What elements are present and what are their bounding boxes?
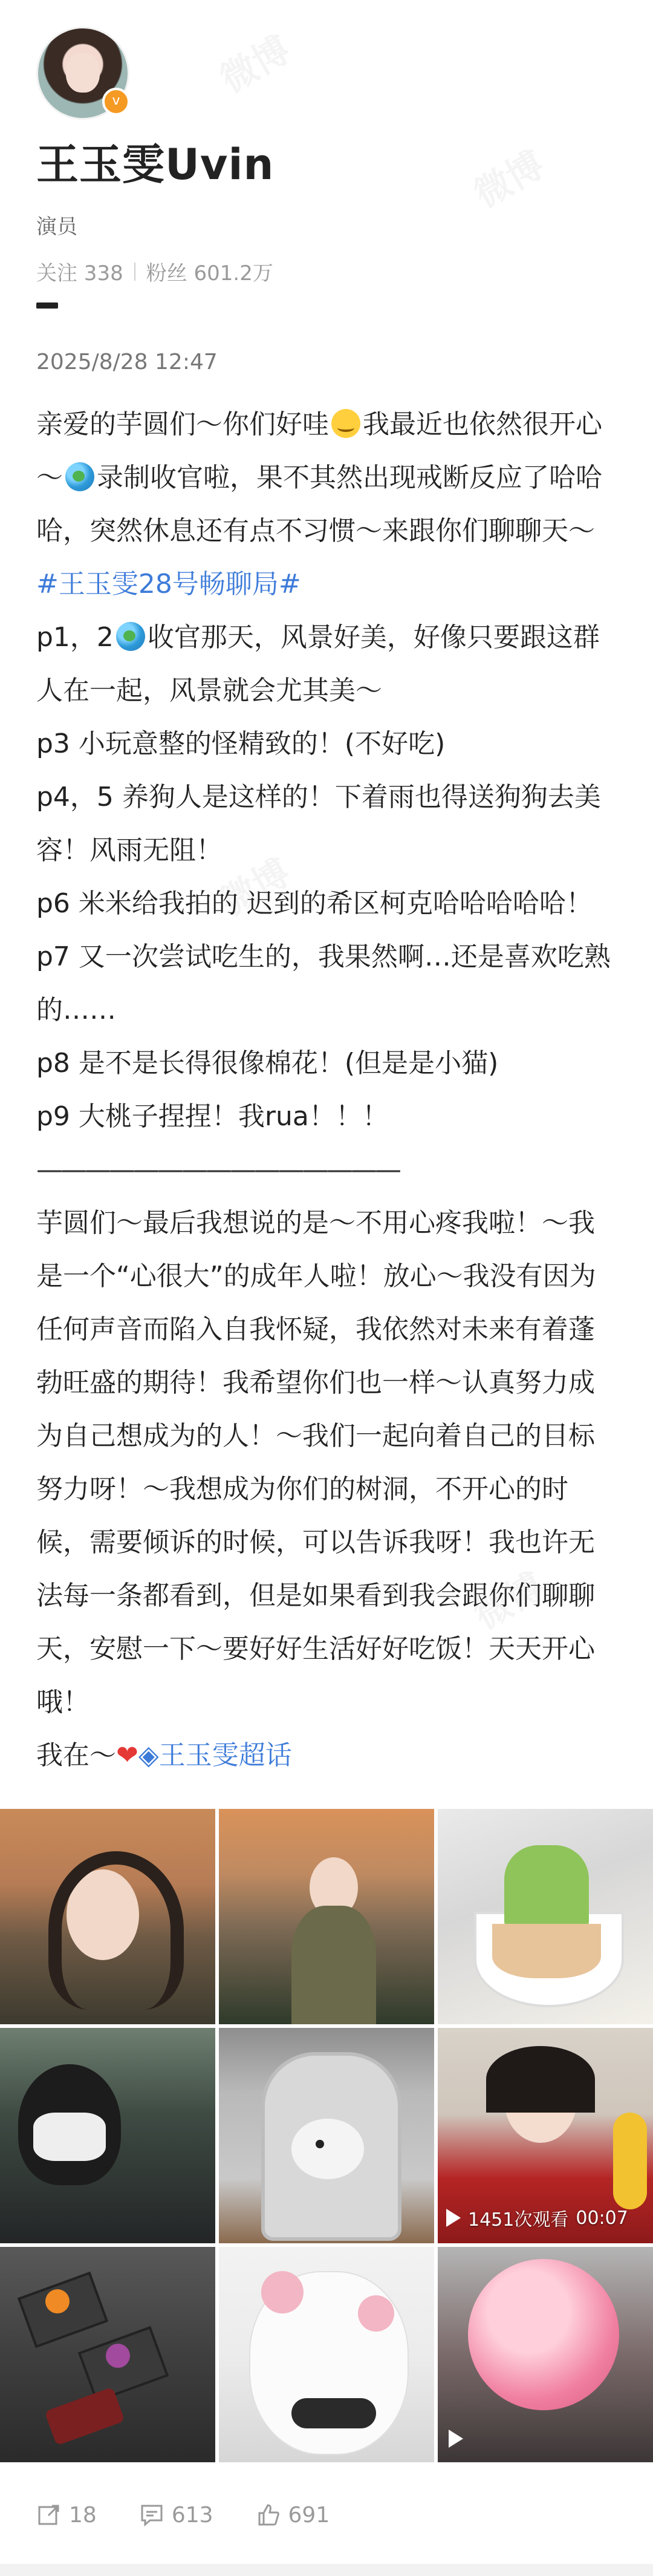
topic-link[interactable]: #王玉雯28号畅聊局# [36,569,301,600]
signoff [36,1729,617,1782]
comment-button[interactable] [139,2502,213,2528]
profile-name[interactable]: 王玉雯Uvin [36,140,275,189]
video-duration: 00:07 [576,2207,628,2229]
like-button[interactable] [256,2502,330,2528]
photo-1[interactable] [0,1809,215,2024]
avatar[interactable] [36,27,129,120]
photo-2[interactable] [219,1809,434,2024]
play-icon[interactable] [446,2209,461,2227]
profile-stats [36,257,617,286]
caption-p12 [36,611,617,718]
post-time: 2025/8/28 12:47 [36,350,218,374]
text-divider: ——————————————— [36,1154,399,1185]
heart-icon: ❤ [116,1740,138,1771]
comment-icon [139,2502,164,2528]
verified-badge-icon: v [102,88,130,116]
caption-p6: p6 米米给我拍的 迟到的希区柯克哈哈哈哈哈！ [36,888,593,919]
photo-3[interactable] [438,1809,653,2024]
closing-paragraph: 芋圆们～最后我想说的是～不用心疼我啦！～我是一个“心很大”的成年人啦！放心～我没有因为任何声音而陷入自我怀疑，我依然对未来有着蓬勃旺盛的期待！我希望你们也一样～认真努力成为自己想成为的人！～我们一起向着自己的目标努力呀！～我想成为你们的树洞，不开心的时候，需要倾诉的时候，可以告诉我呀！我也许无法每一条都看到，但是如果看到我会跟你们聊聊天，安慰一下～要好好生活好好吃饭！天天开心哦！ [36,1208,596,1718]
caption-p9: p9 大桃子捏捏！我rua！！！ [36,1101,389,1132]
signoff-text: 我在～ [36,1740,116,1771]
photo-9[interactable] [438,2247,653,2462]
bottom-separator [0,2564,653,2576]
like-icon [256,2502,281,2528]
video-views: 1451次观看 [468,2209,569,2231]
photo-6-video[interactable] [438,2028,653,2243]
action-bar [36,2502,330,2528]
video-overlay [446,2205,628,2231]
grin-emoji-icon [331,409,360,438]
photo-5[interactable] [219,2028,434,2243]
stats-divider [134,263,135,281]
intro-text: 亲爱的芋圆们～你们好哇 [36,409,329,440]
globe-emoji-icon [116,622,145,651]
caption-p45: p4，5 养狗人是这样的！下着雨也得送狗狗去美容！风雨无阻！ [36,782,601,866]
like-count: 691 [288,2502,330,2528]
photo-4[interactable] [0,2028,215,2243]
fans-count[interactable]: 粉丝 601.2万 [146,261,273,286]
caption-text: p1，2 [36,622,114,653]
comment-count: 613 [171,2502,213,2528]
play-icon[interactable] [449,2430,463,2448]
repost-button[interactable] [36,2502,97,2528]
avatar-face [66,53,100,93]
caption-p8: p8 是不是长得很像棉花！(但是是小猫) [36,1048,499,1079]
profile-role: 演员 [36,215,77,239]
intro-paragraph [36,398,617,558]
intro-text: 录制收官啦，果不其然出现戒断反应了哈哈哈，突然休息还有点不习惯～来跟你们聊聊天～ [36,462,602,546]
repost-count: 18 [69,2502,97,2528]
follow-count[interactable]: 关注 338 [36,261,123,286]
supertalk-link[interactable]: 王玉雯超话 [158,1740,292,1771]
photo-7[interactable] [0,2247,215,2462]
section-dash [36,302,58,309]
supertalk-icon[interactable]: ◈ [138,1740,159,1771]
photo-grid [0,1809,653,2462]
caption-text: 收官那天，风景好美，好像只要跟这群人在一起，风景就会尤其美～ [36,622,600,706]
profile-header [36,27,617,286]
globe-emoji-icon [65,462,94,491]
intro-text: 我最近也依然很开心～ [36,409,602,493]
post-content [36,398,617,1782]
caption-p3: p3 小玩意整的怪精致的！(不好吃) [36,728,446,759]
photo-8[interactable] [219,2247,434,2462]
caption-p7: p7 又一次尝试吃生的，我果然啊…还是喜欢吃熟的…… [36,941,611,1025]
repost-icon [36,2502,62,2528]
